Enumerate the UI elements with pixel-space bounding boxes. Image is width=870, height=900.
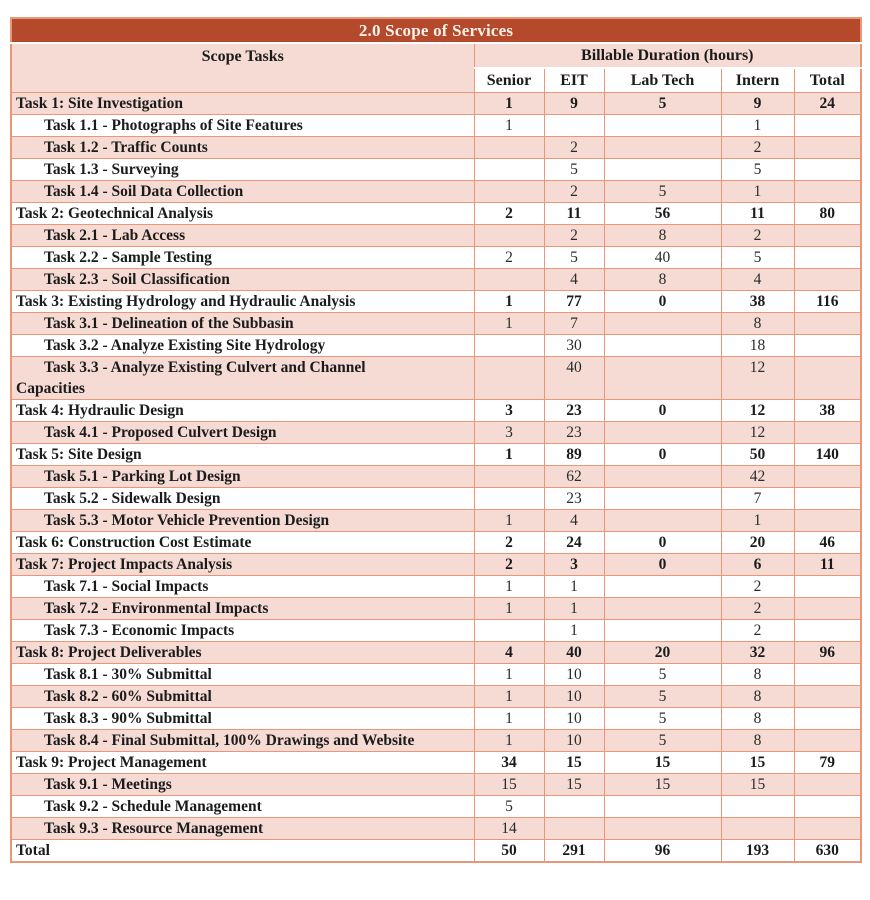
scope-tasks-header: Scope Tasks	[11, 43, 474, 93]
hours-cell: 2	[474, 554, 544, 576]
hours-cell: 0	[604, 400, 721, 422]
task-label: Task 6: Construction Cost Estimate	[11, 532, 474, 554]
hours-cell: 2	[474, 247, 544, 269]
hours-cell: 96	[794, 642, 861, 664]
table-row	[11, 818, 861, 840]
table-row	[11, 708, 861, 730]
hours-cell	[474, 181, 544, 203]
hours-cell: 89	[544, 444, 604, 466]
hours-cell	[544, 115, 604, 137]
hours-cell: 1	[474, 664, 544, 686]
hours-cell: 2	[721, 137, 794, 159]
page-title: 2.0 Scope of Services	[11, 18, 861, 43]
table-row	[11, 225, 861, 247]
group-header-row	[11, 43, 861, 68]
hours-cell: 11	[794, 554, 861, 576]
hours-cell	[794, 137, 861, 159]
hours-cell: 34	[474, 752, 544, 774]
hours-cell	[604, 510, 721, 532]
hours-cell: 42	[721, 466, 794, 488]
hours-cell	[604, 159, 721, 181]
hours-cell	[794, 774, 861, 796]
task-label: Task 1.1 - Photographs of Site Features	[11, 115, 474, 137]
hours-cell: 1	[544, 620, 604, 642]
column-header-intern: Intern	[721, 68, 794, 93]
table-row	[11, 159, 861, 181]
hours-cell: 46	[794, 532, 861, 554]
hours-cell: 5	[604, 93, 721, 115]
hours-cell	[474, 269, 544, 291]
task-label: Task 4.1 - Proposed Culvert Design	[11, 422, 474, 444]
hours-cell	[721, 818, 794, 840]
hours-cell: 8	[721, 664, 794, 686]
hours-cell: 15	[604, 774, 721, 796]
hours-cell: 2	[721, 225, 794, 247]
hours-cell: 40	[544, 642, 604, 664]
hours-cell: 15	[604, 752, 721, 774]
table-row	[11, 269, 861, 291]
hours-cell: 15	[721, 774, 794, 796]
hours-cell: 15	[721, 752, 794, 774]
hours-cell: 3	[474, 422, 544, 444]
hours-cell: 0	[604, 532, 721, 554]
task-label: Task 2.2 - Sample Testing	[11, 247, 474, 269]
hours-cell	[794, 247, 861, 269]
hours-cell: 4	[721, 269, 794, 291]
table-row	[11, 664, 861, 686]
hours-cell: 40	[544, 357, 604, 400]
hours-cell	[474, 225, 544, 247]
hours-cell: 3	[474, 400, 544, 422]
hours-cell: 15	[544, 774, 604, 796]
task-label: Task 2.3 - Soil Classification	[11, 269, 474, 291]
hours-cell: 9	[544, 93, 604, 115]
total-row-label: Total	[11, 840, 474, 863]
hours-cell	[794, 576, 861, 598]
hours-cell: 2	[474, 532, 544, 554]
column-header-senior: Senior	[474, 68, 544, 93]
hours-cell: 77	[544, 291, 604, 313]
hours-cell: 5	[721, 247, 794, 269]
hours-cell: 80	[794, 203, 861, 225]
table-row	[11, 93, 861, 115]
hours-cell	[794, 181, 861, 203]
hours-cell: 5	[604, 686, 721, 708]
scope-of-services-table	[10, 17, 862, 863]
hours-cell	[604, 598, 721, 620]
hours-cell: 1	[544, 576, 604, 598]
table-row	[11, 686, 861, 708]
hours-cell: 5	[604, 181, 721, 203]
hours-cell: 2	[721, 576, 794, 598]
task-label: Task 8.4 - Final Submittal, 100% Drawings and Website	[11, 730, 474, 752]
hours-cell: 1	[721, 115, 794, 137]
hours-cell	[794, 818, 861, 840]
hours-cell: 50	[474, 840, 544, 863]
hours-cell: 1	[544, 598, 604, 620]
hours-cell: 4	[544, 510, 604, 532]
hours-cell: 1	[474, 708, 544, 730]
hours-cell	[794, 466, 861, 488]
hours-cell	[794, 796, 861, 818]
table-row	[11, 137, 861, 159]
table-row	[11, 422, 861, 444]
hours-cell: 23	[544, 488, 604, 510]
table-title-row	[11, 18, 861, 43]
task-label: Task 5.3 - Motor Vehicle Prevention Design	[11, 510, 474, 532]
hours-cell: 10	[544, 686, 604, 708]
hours-cell	[794, 115, 861, 137]
table-row	[11, 400, 861, 422]
hours-cell: 62	[544, 466, 604, 488]
hours-cell	[794, 159, 861, 181]
hours-cell	[794, 598, 861, 620]
table-row	[11, 247, 861, 269]
task-label: Task 1.3 - Surveying	[11, 159, 474, 181]
table-row	[11, 730, 861, 752]
hours-cell: 32	[721, 642, 794, 664]
hours-cell: 2	[544, 181, 604, 203]
hours-cell: 2	[721, 620, 794, 642]
hours-cell: 1	[474, 730, 544, 752]
hours-cell: 8	[721, 686, 794, 708]
hours-cell	[794, 422, 861, 444]
hours-cell	[474, 488, 544, 510]
hours-cell	[794, 488, 861, 510]
hours-cell: 20	[604, 642, 721, 664]
hours-cell: 15	[544, 752, 604, 774]
hours-cell: 5	[604, 708, 721, 730]
hours-cell: 10	[544, 730, 604, 752]
hours-cell	[604, 137, 721, 159]
table-row	[11, 181, 861, 203]
hours-cell: 0	[604, 444, 721, 466]
hours-cell	[604, 422, 721, 444]
hours-cell: 1	[721, 510, 794, 532]
task-label: Task 7.1 - Social Impacts	[11, 576, 474, 598]
hours-cell: 23	[544, 422, 604, 444]
hours-cell: 1	[474, 93, 544, 115]
table-row	[11, 752, 861, 774]
hours-cell	[474, 357, 544, 400]
table-row	[11, 357, 861, 400]
table-row	[11, 291, 861, 313]
hours-cell	[794, 225, 861, 247]
hours-cell	[544, 796, 604, 818]
hours-cell	[794, 510, 861, 532]
table-row	[11, 620, 861, 642]
hours-cell: 38	[721, 291, 794, 313]
task-label: Task 8: Project Deliverables	[11, 642, 474, 664]
hours-cell: 8	[721, 730, 794, 752]
hours-cell: 50	[721, 444, 794, 466]
hours-cell: 2	[544, 137, 604, 159]
task-label: Task 3.2 - Analyze Existing Site Hydrology	[11, 335, 474, 357]
task-label: Task 7.2 - Environmental Impacts	[11, 598, 474, 620]
hours-cell: 24	[544, 532, 604, 554]
hours-cell: 291	[544, 840, 604, 863]
hours-cell: 79	[794, 752, 861, 774]
task-label: Task 3.3 - Analyze Existing Culvert and Channel Capacities	[11, 357, 474, 400]
hours-cell: 4	[544, 269, 604, 291]
hours-cell	[794, 269, 861, 291]
hours-cell: 1	[474, 115, 544, 137]
hours-cell	[544, 818, 604, 840]
hours-cell	[794, 620, 861, 642]
hours-cell	[604, 313, 721, 335]
hours-cell: 1	[474, 598, 544, 620]
billable-duration-header: Billable Duration (hours)	[474, 43, 861, 68]
hours-cell	[474, 620, 544, 642]
hours-cell	[794, 708, 861, 730]
hours-cell: 1	[474, 291, 544, 313]
column-header-total: Total	[794, 68, 861, 93]
hours-cell: 56	[604, 203, 721, 225]
hours-cell: 8	[604, 225, 721, 247]
task-label: Task 2: Geotechnical Analysis	[11, 203, 474, 225]
table-row	[11, 532, 861, 554]
hours-cell: 10	[544, 664, 604, 686]
hours-cell: 5	[604, 730, 721, 752]
hours-cell: 1	[474, 444, 544, 466]
hours-cell: 30	[544, 335, 604, 357]
hours-cell: 96	[604, 840, 721, 863]
task-label: Task 8.3 - 90% Submittal	[11, 708, 474, 730]
hours-cell	[474, 137, 544, 159]
hours-cell: 7	[721, 488, 794, 510]
table-row	[11, 466, 861, 488]
hours-cell	[604, 115, 721, 137]
hours-cell	[604, 576, 721, 598]
table-row	[11, 115, 861, 137]
hours-cell: 5	[604, 664, 721, 686]
hours-cell	[604, 796, 721, 818]
hours-cell: 8	[721, 708, 794, 730]
hours-cell: 630	[794, 840, 861, 863]
hours-cell: 11	[721, 203, 794, 225]
task-label: Task 5.2 - Sidewalk Design	[11, 488, 474, 510]
hours-cell	[604, 466, 721, 488]
hours-cell: 38	[794, 400, 861, 422]
scope-table-body	[11, 93, 861, 863]
hours-cell: 1	[474, 510, 544, 532]
hours-cell: 14	[474, 818, 544, 840]
hours-cell	[474, 159, 544, 181]
table-row	[11, 313, 861, 335]
task-label: Task 5.1 - Parking Lot Design	[11, 466, 474, 488]
task-label: Task 7.3 - Economic Impacts	[11, 620, 474, 642]
task-label: Task 7: Project Impacts Analysis	[11, 554, 474, 576]
hours-cell: 2	[474, 203, 544, 225]
column-header-lab-tech: Lab Tech	[604, 68, 721, 93]
hours-cell	[794, 664, 861, 686]
hours-cell	[794, 335, 861, 357]
hours-cell: 5	[474, 796, 544, 818]
table-row	[11, 554, 861, 576]
hours-cell: 1	[721, 181, 794, 203]
task-label: Task 8.2 - 60% Submittal	[11, 686, 474, 708]
hours-cell	[794, 357, 861, 400]
hours-cell: 8	[721, 313, 794, 335]
table-row	[11, 774, 861, 796]
task-label: Task 3: Existing Hydrology and Hydraulic Analysis	[11, 291, 474, 313]
hours-cell: 9	[721, 93, 794, 115]
hours-cell	[604, 818, 721, 840]
hours-cell: 6	[721, 554, 794, 576]
hours-cell	[794, 730, 861, 752]
table-row	[11, 840, 861, 863]
task-label: Task 9.2 - Schedule Management	[11, 796, 474, 818]
table-row	[11, 796, 861, 818]
task-label: Task 8.1 - 30% Submittal	[11, 664, 474, 686]
task-label: Task 5: Site Design	[11, 444, 474, 466]
hours-cell: 23	[544, 400, 604, 422]
hours-cell	[604, 335, 721, 357]
table-row	[11, 444, 861, 466]
hours-cell	[604, 488, 721, 510]
task-label: Task 4: Hydraulic Design	[11, 400, 474, 422]
task-label: Task 1.2 - Traffic Counts	[11, 137, 474, 159]
hours-cell: 2	[544, 225, 604, 247]
hours-cell	[794, 686, 861, 708]
hours-cell: 0	[604, 291, 721, 313]
hours-cell: 0	[604, 554, 721, 576]
table-row	[11, 642, 861, 664]
hours-cell: 116	[794, 291, 861, 313]
hours-cell: 4	[474, 642, 544, 664]
hours-cell: 8	[604, 269, 721, 291]
hours-cell: 140	[794, 444, 861, 466]
task-label: Task 1.4 - Soil Data Collection	[11, 181, 474, 203]
table-row	[11, 510, 861, 532]
hours-cell	[604, 357, 721, 400]
hours-cell	[474, 466, 544, 488]
table-row	[11, 203, 861, 225]
hours-cell: 15	[474, 774, 544, 796]
hours-cell: 1	[474, 313, 544, 335]
hours-cell: 12	[721, 400, 794, 422]
task-label: Task 9.3 - Resource Management	[11, 818, 474, 840]
hours-cell: 5	[721, 159, 794, 181]
task-label: Task 3.1 - Delineation of the Subbasin	[11, 313, 474, 335]
hours-cell	[474, 335, 544, 357]
hours-cell: 11	[544, 203, 604, 225]
task-label: Task 9.1 - Meetings	[11, 774, 474, 796]
hours-cell: 18	[721, 335, 794, 357]
hours-cell	[721, 796, 794, 818]
hours-cell: 7	[544, 313, 604, 335]
hours-cell: 1	[474, 686, 544, 708]
task-label: Task 2.1 - Lab Access	[11, 225, 474, 247]
table-row	[11, 335, 861, 357]
task-label: Task 9: Project Management	[11, 752, 474, 774]
table-row	[11, 576, 861, 598]
hours-cell	[794, 313, 861, 335]
hours-cell: 5	[544, 159, 604, 181]
hours-cell: 1	[474, 576, 544, 598]
hours-cell: 40	[604, 247, 721, 269]
hours-cell: 193	[721, 840, 794, 863]
hours-cell: 24	[794, 93, 861, 115]
hours-cell: 20	[721, 532, 794, 554]
hours-cell: 10	[544, 708, 604, 730]
hours-cell: 12	[721, 422, 794, 444]
table-row	[11, 488, 861, 510]
hours-cell: 12	[721, 357, 794, 400]
hours-cell	[604, 620, 721, 642]
task-label: Task 1: Site Investigation	[11, 93, 474, 115]
hours-cell: 2	[721, 598, 794, 620]
hours-cell: 5	[544, 247, 604, 269]
table-row	[11, 598, 861, 620]
hours-cell: 3	[544, 554, 604, 576]
column-header-eit: EIT	[544, 68, 604, 93]
